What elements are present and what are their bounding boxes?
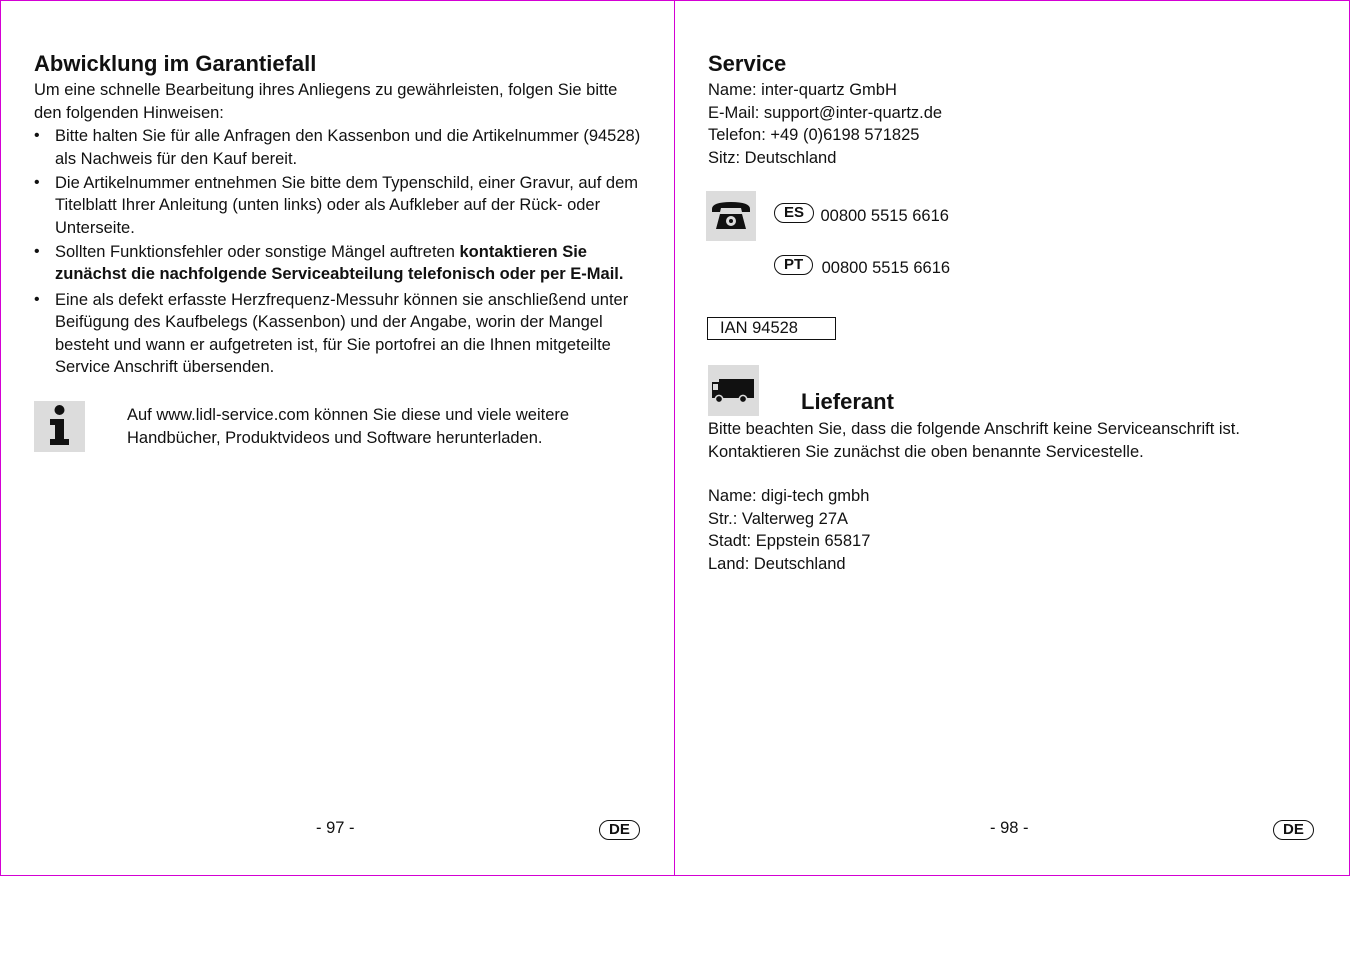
page-number-right: - 98 - [990,819,1029,837]
telephone-icon [706,191,756,241]
contact-name: Name: inter-quartz GmbH [708,81,897,99]
phone-row-es [774,203,949,228]
country-badge-es: ES [774,203,814,223]
warranty-title: Abwicklung im Garantiefall [34,51,317,76]
list-item: • Eine als defekt erfasste Herzfrequenz-Messuhr können sie anschließend unter Beifügung des Kaufbelegs (Kassenbon) und der Angabe, worin der Mangel besteht und wann er aufgetreten ist, für Sie portofrei an die Ihnen mitgeteilte Service Anschrift übersenden. [34,289,644,379]
list-item: • Die Artikelnummer entnehmen Sie bitte dem Typenschild, einer Gravur, auf dem Titelblatt Ihrer Anleitung (unten links) oder als Aufkleber auf der Rück- oder Unterseite. [34,172,644,240]
language-badge-label: DE [1273,820,1314,840]
service-title: Service [708,51,787,76]
phone-row-pt [774,255,950,280]
phone-number-pt: 00800 5515 6616 [821,259,951,277]
supplier-title: Lieferant [801,389,894,414]
warranty-intro: Um eine schnelle Bearbeitung ihres Anliegens zu gewährleisten, folgen Sie bitte den folgenden Hinweisen: [34,81,618,122]
address-city: Stadt: Eppstein 65817 [708,532,871,550]
service-contact [708,79,1108,169]
contact-email: E-Mail: support@inter-quartz.de [708,103,943,122]
contact-phone: Telefon: +49 (0)6198 571825 [708,126,920,144]
list-item: • Bitte halten Sie für alle Anfragen den Kassenbon und die Artikelnummer (94528) als Nachweis für den Kauf bereit. [34,125,644,170]
warranty-bullet-list [34,125,644,380]
phone-number-es: 00800 5515 6616 [820,207,949,225]
list-item: • Sollten Funktionsfehler oder sonstige Mängel auftreten kontaktieren Sie zunächst die nachfolgende Serviceabteilung telefonisch oder per E-Mail. [34,241,644,286]
contact-seat: Sitz: Deutschland [708,148,837,167]
supplier-address [708,485,1108,575]
page-number-left: - 97 - [316,819,355,837]
address-name: Name: digi-tech gmbh [708,487,870,505]
language-badge-right [1273,820,1314,840]
language-badge-label: DE [599,820,640,840]
truck-icon [708,365,759,416]
ian-box: IAN 94528 [707,317,836,340]
address-street: Str.: Valterweg 27A [708,509,849,528]
country-badge-pt: PT [774,255,813,275]
address-country: Land: Deutschland [708,554,846,573]
info-text: Auf www.lidl-service.com können Sie diese und viele weitere Handbücher, Produktvideos und Software herunterladen. [127,406,570,447]
language-badge-left [599,820,640,840]
info-icon [34,401,85,452]
supplier-note: Bitte beachten Sie, dass die folgende Anschrift keine Serviceanschrift ist. Kontaktieren Sie zunächst die oben benannte Servicestelle. [708,420,1240,461]
